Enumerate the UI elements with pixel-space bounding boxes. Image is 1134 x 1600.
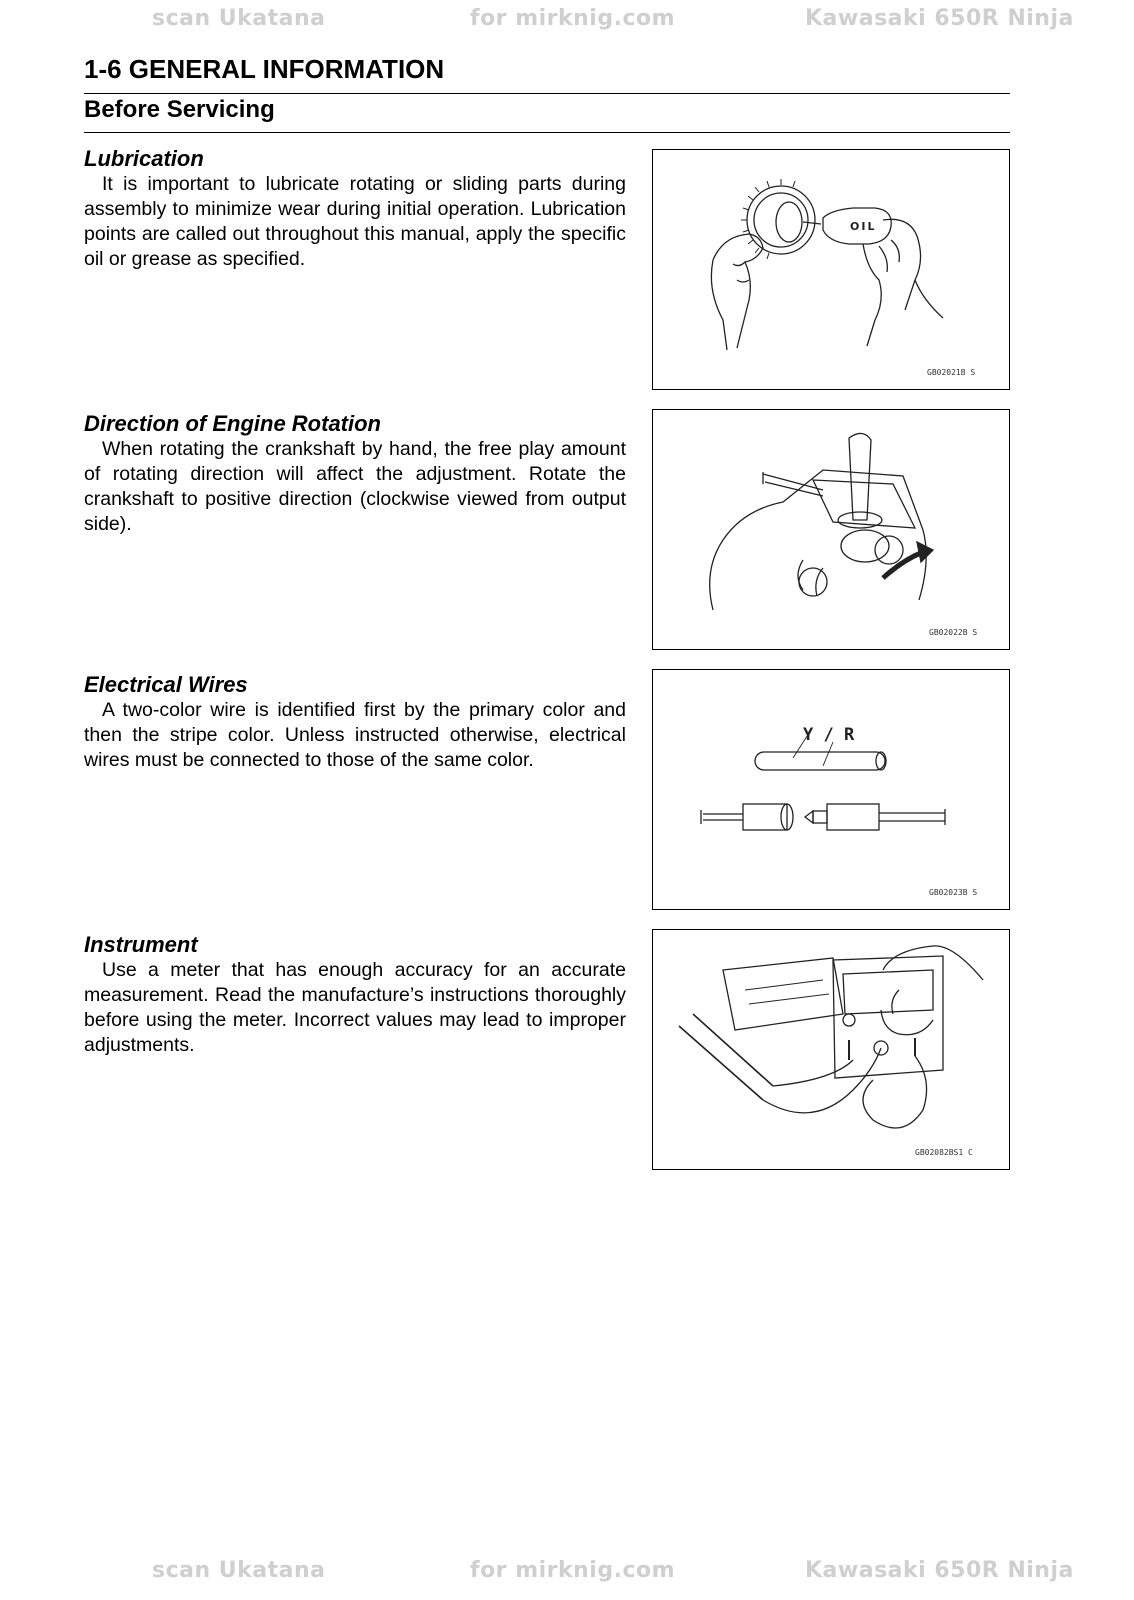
section-electrical-wires [84,672,626,773]
figure-code: GB02023B S [929,888,978,897]
figure-lubrication [652,149,1010,390]
section-lubrication [84,146,626,272]
title-rule [84,93,1010,94]
watermark-center: for mirknig.com [470,6,676,31]
watermark-center: for mirknig.com [470,1558,676,1583]
section-body: It is important to lubricate rotating or sliding parts during assembly to minimize wear during initial operation. Lubrication points are called out throughout this manual, apply the specific oil or grease as specified. [84,173,626,270]
wire-color-label: Y / R [803,725,855,745]
figure-code: GB02082BS1 C [915,1148,973,1157]
figure-engine-rotation [652,409,1010,650]
watermark-right: Kawasaki 650R Ninja [805,6,1074,31]
section-heading: Lubrication [84,146,204,171]
page-subtitle: Before Servicing [84,96,275,123]
subtitle-rule [84,132,1010,133]
figure-instrument [652,929,1010,1170]
figure-code: GB02022B S [929,628,978,637]
watermark-top [0,6,1134,36]
instrument-illustration [653,930,1008,1168]
electrical-wires-illustration [653,670,1008,908]
page-title: 1-6 GENERAL INFORMATION [84,54,445,84]
figure-electrical-wires [652,669,1010,910]
watermark-bottom [0,1558,1134,1588]
watermark-right: Kawasaki 650R Ninja [805,1558,1074,1583]
figure-code: GB02021B S [927,368,976,377]
watermark-left: scan Ukatana [152,1558,326,1583]
section-body: A two-color wire is identified first by the primary color and then the stripe color. Unless instructed otherwise, electrical wires must be connected to those of the same color. [84,699,626,771]
section-heading: Instrument [84,932,198,957]
oil-label: OIL [850,220,877,233]
section-body: Use a meter that has enough accuracy for an accurate measurement. Read the manufacture’s instructions thoroughly before using the meter. Incorrect values may lead to improper adjustments. [84,959,626,1056]
engine-rotation-illustration [653,410,1008,648]
lubrication-illustration [653,150,1008,388]
section-heading: Direction of Engine Rotation [84,411,381,436]
watermark-left: scan Ukatana [152,6,326,31]
section-engine-rotation [84,411,626,537]
section-heading: Electrical Wires [84,672,248,697]
section-instrument [84,932,626,1058]
section-body: When rotating the crankshaft by hand, the free play amount of rotating direction will affect the adjustment. Rotate the crankshaft to positive direction (clockwise viewed from output side). [84,438,626,535]
